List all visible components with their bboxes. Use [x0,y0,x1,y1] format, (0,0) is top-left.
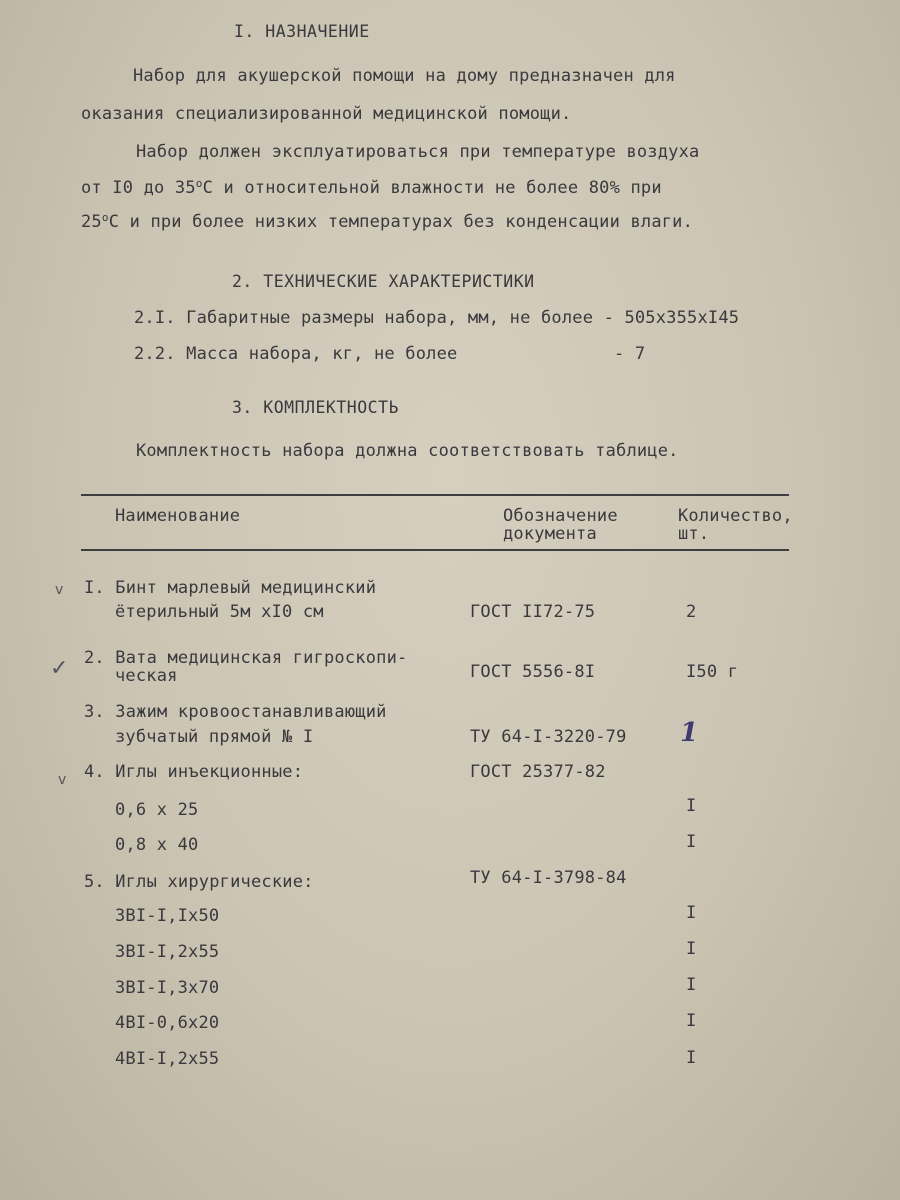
pencil-check-mark: ✓ [50,656,69,681]
spec-dimensions: 2.I. Габаритные размеры набора, мм, не более - 505х355хI45 [134,308,740,328]
table-row-qty: I [686,939,697,959]
table-row-doc: ГОСТ 25377-82 [470,762,606,782]
table-row-qty: I [686,832,697,852]
spec-mass-value: - 7 [614,344,646,364]
section-heading-contents: 3. КОМПЛЕКТНОСТЬ [232,398,399,417]
paragraph-line: от I0 до 35$^o$С и относительной влажности не более 80% при [81,177,662,198]
table-header-doc: Обозначение [503,506,618,526]
table-row-doc: ГОСТ 5556-8I [470,662,596,682]
paragraph-line: оказания специализированной медицинской помощи. [81,104,572,124]
table-row-qty: I [686,1011,697,1031]
paragraph-line: 25$^o$С и при более низких температурах без конденсации влаги. [81,211,694,232]
table-row-name: 0,8 х 40 [115,835,199,855]
table-row-qty: I [686,1048,697,1068]
table-row-name: 4. Иглы инъекционные: [84,762,304,782]
spec-mass-label: 2.2. Масса набора, кг, не более [134,344,458,364]
table-row-doc: ТУ 64-I-3798-84 [470,868,627,888]
table-row-name-2: ческая [115,666,178,686]
pencil-tick-mark: v [55,582,64,598]
table-header-rule [81,549,789,551]
table-row-qty: I [686,975,697,995]
table-row-name: 3BI-I,2х55 [115,942,220,962]
table-header-name: Наименование [115,506,241,526]
table-row-name: 2. Вата медицинская гигроскопи- [84,648,408,668]
table-row-name: 4BI-I,2х55 [115,1049,220,1069]
table-row-name: 3. Зажим кровоостанавливающий [84,702,387,722]
table-row-name-2: зубчатый прямой № I [115,727,314,747]
table-top-rule [81,494,789,496]
section-heading-specs: 2. ТЕХНИЧЕСКИЕ ХАРАКТЕРИСТИКИ [232,272,535,291]
table-header-qty: Количество, [678,506,793,526]
table-row-doc: ГОСТ II72-75 [470,602,596,622]
table-row-name: 0,6 х 25 [115,800,199,820]
table-row-qty: I [686,796,697,816]
table-row-name: 4BI-0,6х20 [115,1013,220,1033]
table-row-name: 5. Иглы хирургические: [84,872,314,892]
section-heading-purpose: I. НАЗНАЧЕНИЕ [234,22,370,41]
pencil-tick-mark: v [58,772,67,788]
table-row-name-2: ётерильный 5м хI0 см [115,602,324,622]
table-row-name: 3BI-I,3х70 [115,978,220,998]
table-header-doc-2: документа [503,524,597,544]
paragraph-line: Набор должен эксплуатироваться при температуре воздуха [136,142,700,162]
table-row-doc: ТУ 64-I-3220-79 [470,727,627,747]
table-header-qty-2: шт. [678,524,710,544]
paragraph-line: Набор для акушерской помощи на дому предназначен для [133,66,676,86]
table-row-name: 3BI-I,Iх50 [115,906,220,926]
table-row-qty: 2 [686,602,697,622]
table-row-qty: I50 г [686,662,739,682]
contents-intro: Комплектность набора должна соответствовать таблице. [136,441,679,461]
table-row-qty: I [686,903,697,923]
table-row-name: I. Бинт марлевый медицинский [84,578,377,598]
handwritten-quantity: 1 [680,718,699,748]
